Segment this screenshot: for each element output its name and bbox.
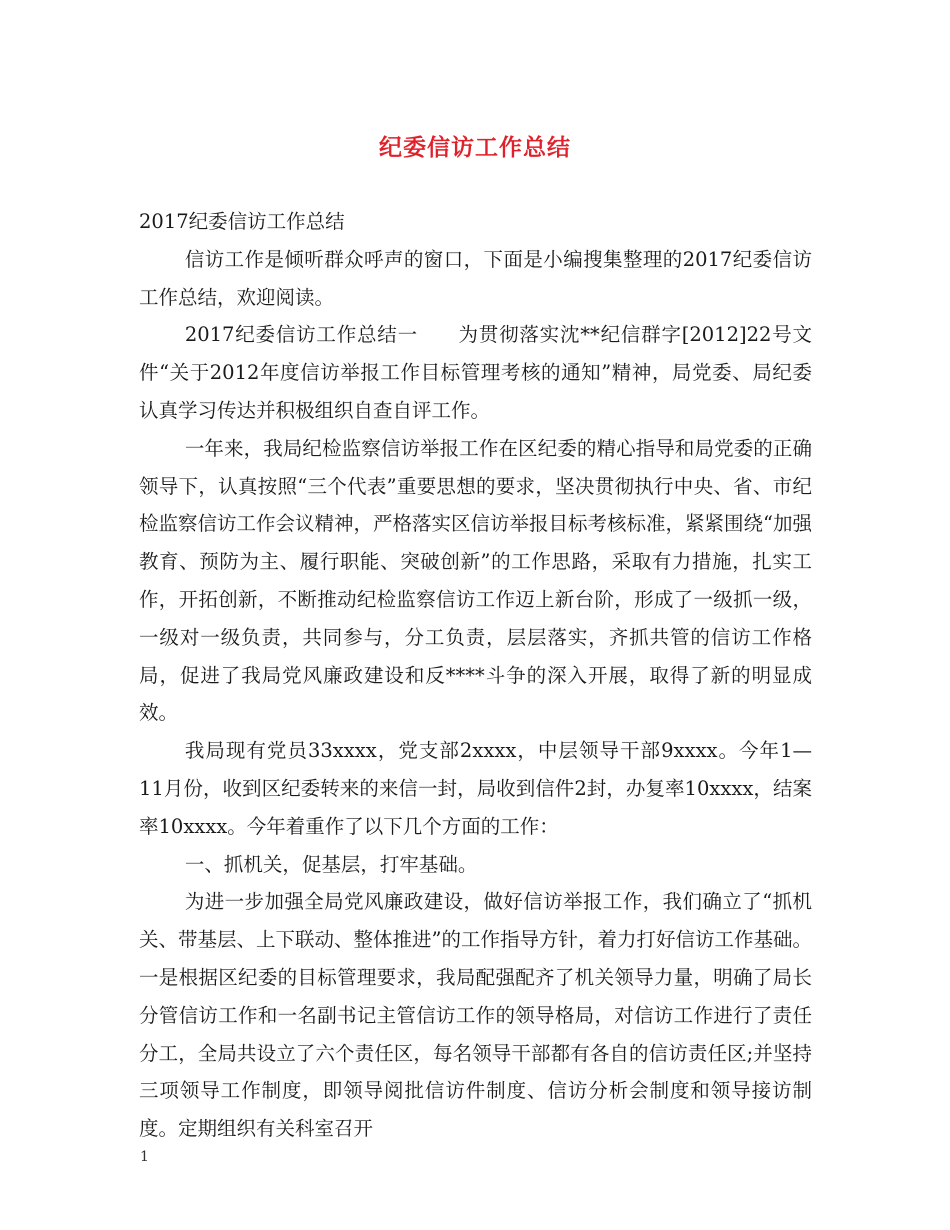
detail-paragraph: 为进一步加强全局党风廉政建设，做好信访举报工作，我们确立了“抓机关、带基层、上下联动、整体推进”的工作指导方针，着力打好信访工作基础。一是根据区纪委的目标管理要求，我局配强配齐了机关领导力量，明确了局长分管信访工作和一名副书记主管信访工作的领导格局，对信访工作进行了责任分工，全局共设立了六个责任区，每名领导干部都有各自的信访责任区;并坚持三项领导工作制度，即领导阅批信访件制度、信访分析会制度和领导接访制度。定期组织有关科室召开 [139,890,812,1141]
heading-paragraph: 一、抓机关，促基层，打牢基础。 [184,852,478,876]
summary-paragraph: 一年来，我局纪检监察信访举报工作在区纪委的精心指导和局党委的正确领导下，认真按照“三个代表”重要思想的要求，坚决贯彻执行中央、省、市纪检监察信访工作会议精神，严格落实区信访举报目标考核标准，紧紧围绕“加强教育、预防为主、履行职能、突破创新”的工作思路，采取有力措施，扎实工作，开拓创新，不断推动纪检监察信访工作迈上新台阶，形成了一级抓一级，一级对一级负责，共同参与，分工负责，层层落实，齐抓共管的信访工作格局，促进了我局党风廉政建设和反****斗争的深入开展，取得了新的明显成效。 [139,436,812,725]
statistics-paragraph: 我局现有党员33xxxx，党支部2xxxx，中层领导干部9xxxx。今年1—11月份，收到区纪委转来的来信一封，局收到信件2封，办复率10xxxx，结案率10xxxx。今年着重作了以下几个方面的工作： [139,739,812,838]
section-one-paragraph: 2017纪委信访工作总结一 为贯彻落实沈**纪信群字[2012]22号文件“关于2012年度信访举报工作目标管理考核的通知”精神，局党委、局纪委认真学习传达并积极组织自查自评工作。 [139,323,812,422]
page-number: 1 [140,1149,149,1165]
subtitle-paragraph: 2017纪委信访工作总结 [139,210,345,233]
document-title: 纪委信访工作总结 [379,135,571,161]
intro-paragraph: 信访工作是倾听群众呼声的窗口，下面是小编搜集整理的2017纪委信访工作总结，欢迎阅读。 [139,247,812,309]
document-body [139,203,812,1148]
